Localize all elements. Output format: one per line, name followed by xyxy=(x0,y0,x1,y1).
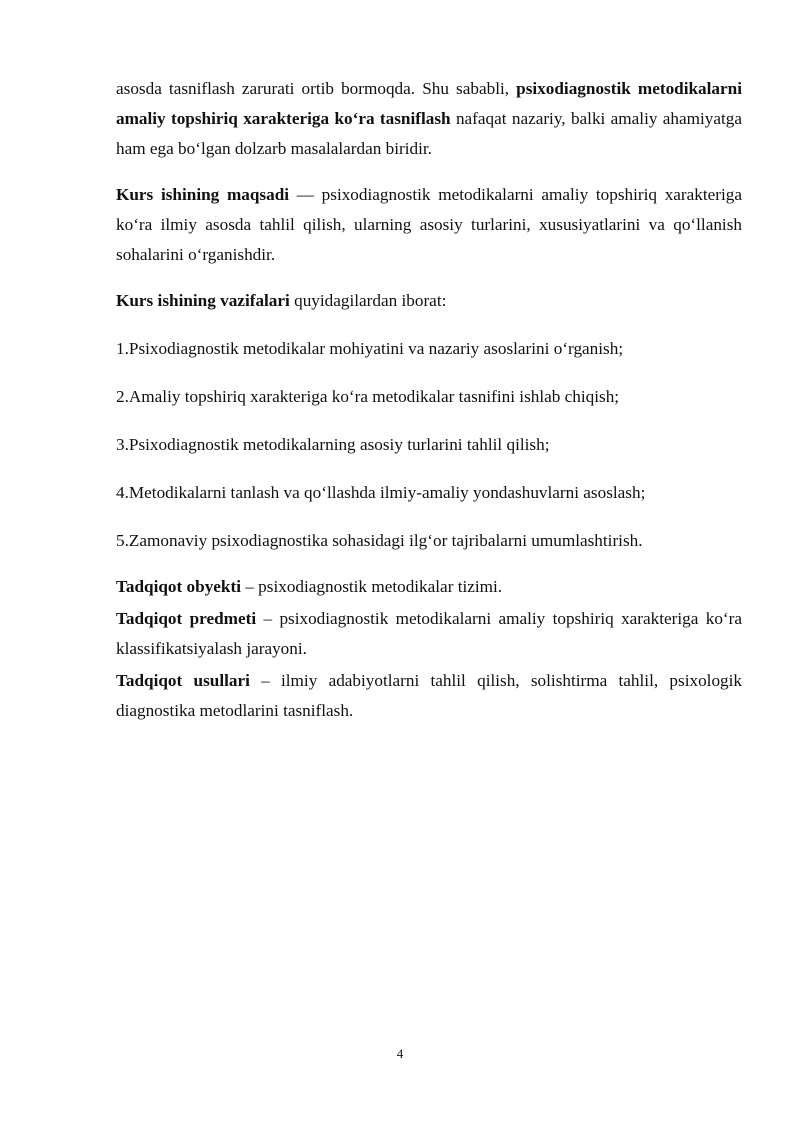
subject-text: – psixodiagnostik metodikalarni amaliy topshiriq xarakteriga ko‘ra klassifikatsiyalash jarayoni. xyxy=(116,609,742,658)
subject-paragraph xyxy=(116,604,742,664)
tasks-list xyxy=(116,334,742,556)
list-item: 1.Psixodiagnostik metodikalar mohiyatini va nazariy asoslarini o‘rganish; xyxy=(116,339,624,358)
methods-paragraph xyxy=(116,666,742,726)
goal-paragraph xyxy=(116,180,742,270)
object-text: – psixodiagnostik metodikalar tizimi. xyxy=(240,577,503,596)
list-item: 5.Zamonaviy psixodiagnostika sohasidagi ilg‘or tajribalarni umumlashtirish. xyxy=(116,531,643,550)
tasks-paragraph xyxy=(116,286,742,316)
methods-text: – ilmiy adabiyotlarni tahlil qilish, solishtirma tahlil, psixologik diagnostika metodlarini tasniflash. xyxy=(116,671,742,720)
object-heading: Tadqiqot obyekti xyxy=(116,577,241,596)
methods-heading: Tadqiqot usullari xyxy=(116,671,250,690)
intro-text-end: nafaqat nazariy, balki amaliy ahamiyatga ham ega bo‘lgan dolzarb masalalardan biridir. xyxy=(116,109,742,158)
tasks-intro-text: quyidagilardan iborat: xyxy=(289,291,447,310)
goal-text: — psixodiagnostik metodikalarni amaliy topshiriq xarakteriga ko‘ra ilmiy asosda tahlil qilish, ularning asosiy turlarini, xususiyatlarini va qo‘llanish sohalarini o‘rganishdir. xyxy=(116,185,742,264)
page-number: 4 xyxy=(396,1046,404,1061)
document-body xyxy=(116,74,742,726)
object-paragraph xyxy=(116,572,742,602)
list-item: 2.Amaliy topshiriq xarakteriga ko‘ra metodikalar tasnifini ishlab chiqish; xyxy=(116,387,620,406)
goal-heading: Kurs ishining maqsadi xyxy=(116,185,290,204)
tasks-heading: Kurs ishining vazifalari xyxy=(116,291,290,310)
intro-bold-phrase: psixodiagnostik metodikalarni amaliy topshiriq xarakteriga ko‘ra tasniflash xyxy=(116,79,742,128)
intro-text-start: asosda tasniflash zarurati ortib bormoqda. Shu sababli, xyxy=(116,79,517,98)
list-item: 3.Psixodiagnostik metodikalarning asosiy turlarini tahlil qilish; xyxy=(116,435,550,454)
list-item: 4.Metodikalarni tanlash va qo‘llashda ilmiy-amaliy yondashuvlarni asoslash; xyxy=(116,483,646,502)
intro-paragraph xyxy=(116,74,742,164)
subject-heading: Tadqiqot predmeti xyxy=(116,609,257,628)
